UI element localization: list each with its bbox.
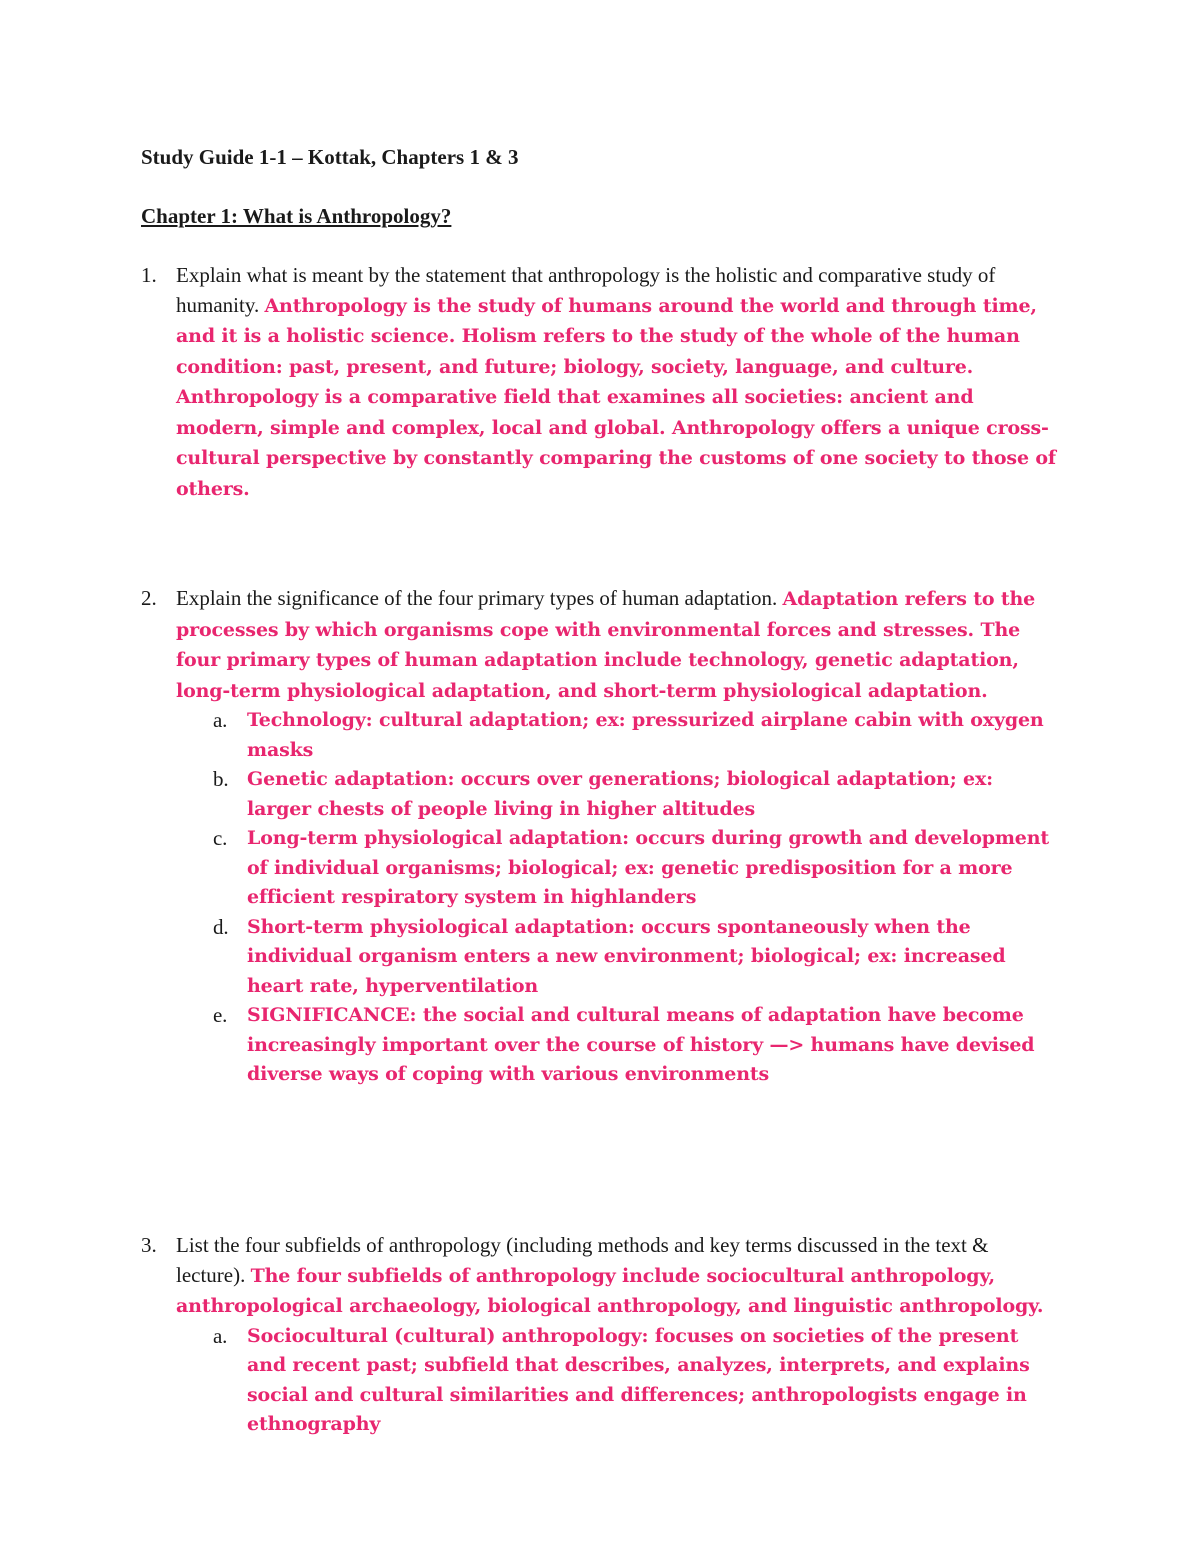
sub-answer-item [141, 913, 1061, 1002]
sub-answer-text: Genetic adaptation: occurs over generations; biological adaptation; ex: larger chests of people living in higher altitudes [247, 768, 994, 820]
question-3 [141, 1231, 1061, 1440]
sub-answer-letter: a. [213, 1323, 228, 1348]
sub-answer-letter: b. [213, 767, 229, 791]
question-prompt: List the four subfields of anthropology (including methods and key terms discussed in the text & lecture). [176, 1233, 989, 1287]
question-number: 1. [141, 263, 157, 287]
question-prompt: Explain the significance of the four primary types of human adaptation. [176, 586, 783, 610]
sub-answer-letter: c. [213, 826, 228, 850]
sub-answer-item [141, 765, 1061, 824]
question-number: 3. [141, 1233, 157, 1257]
document-title: Study Guide 1-1 – Kottak, Chapters 1 & 3 [141, 145, 519, 169]
chapter-heading: Chapter 1: What is Anthropology? [141, 204, 452, 228]
sub-answer-list [141, 1322, 1061, 1440]
question-2 [141, 584, 1061, 1090]
sub-answer-text: Technology: cultural adaptation; ex: pressurized airplane cabin with oxygen masks [247, 709, 1044, 761]
sub-answer-letter: a. [213, 708, 228, 732]
sub-answer-item [141, 706, 1061, 765]
answer-text: Anthropology is the study of humans around the world and through time, and it is a holistic science. Holism refers to the study of the whole of the human condition: past, present, and future; biology, society, language, and culture. Anthropology is a comparative field that examines all societies: ancient and modern, simple and complex, local and global. Anthropology offers a unique cross-cultural perspective by constantly comparing the customs of one society to those of others. [176, 294, 1056, 500]
answer-text: Adaptation refers to the processes by which organisms cope with environmental forces and stresses. The four primary types of human adaptation include technology, genetic adaptation, long-term physiological adaptation, and short-term physiological adaptation. [176, 588, 1036, 702]
sub-answer-item [141, 1322, 1061, 1440]
sub-answer-text: Short-term physiological adaptation: occurs spontaneously when the individual organism enters a new environment; biological; ex: increased heart rate, hyperventilation [247, 915, 1006, 997]
sub-answer-letter: d. [213, 914, 229, 939]
sub-answer-item [141, 1001, 1061, 1090]
question-prompt: Explain what is meant by the statement that anthropology is the holistic and comparative study of humanity. [176, 263, 996, 317]
question-body [176, 261, 1061, 504]
sub-answer-item [141, 824, 1061, 913]
question-1 [141, 261, 1061, 504]
question-body [176, 1231, 1061, 1322]
sub-answer-text: Long-term physiological adaptation: occurs during growth and development of individual organisms; biological; ex: genetic predisposition for a more efficient respiratory system in highlanders [247, 827, 1050, 908]
question-body [176, 584, 1061, 706]
sub-answer-text: Sociocultural (cultural) anthropology: focuses on societies of the present and recent past; subfield that describes, analyzes, interprets, and explains social and cultural similarities and differences; anthropologists engage in ethnography [247, 1324, 1030, 1435]
sub-answer-text: SIGNIFICANCE: the social and cultural means of adaptation have become increasingly important over the course of history —> humans have devised diverse ways of coping with various environments [247, 1004, 1035, 1085]
sub-answer-letter: e. [213, 1003, 228, 1027]
sub-answer-list [141, 706, 1061, 1090]
question-number: 2. [141, 586, 157, 610]
answer-text: The four subfields of anthropology include sociocultural anthropology, anthropological archaeology, biological anthropology, and linguistic anthropology. [176, 1264, 1044, 1317]
